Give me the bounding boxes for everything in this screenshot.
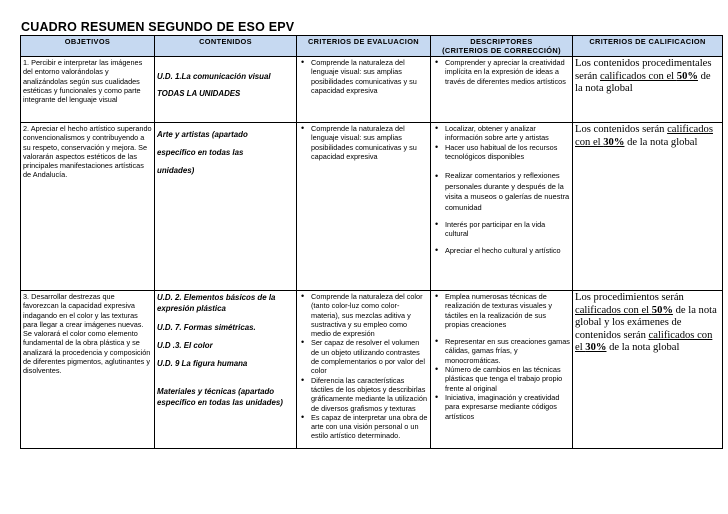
calificacion-percent: 30%: [603, 136, 625, 148]
criterio-item: • Es capaz de interpretar una obra de arte con una visión personal o un estilo artístico determinado.: [299, 413, 428, 441]
calificacion-text: de la nota global: [624, 136, 698, 148]
contenidos-cell: [155, 57, 297, 123]
descriptor-item: • Hacer uso habitual de los recursos tecnológicos disponibles: [433, 143, 570, 162]
calificacion-text: de la nota global y los exámenes de contenidos serán: [575, 304, 717, 341]
table-row: [21, 57, 723, 123]
descriptor-item: • Localizar, obtener y analizar información sobre arte y artistas: [433, 124, 570, 143]
criterio-item: • Ser capaz de resolver el volumen de un objeto utilizando contrastes de complementarios o por valor del color: [299, 338, 428, 375]
objetivo-cell: 2. Apreciar el hecho artístico superando convencionalismos y contribuyendo a su respeto, conservación y mejora. Se valorarán aspectos estéticos de las principales manifestaciones artísticas de Andalucía.: [21, 123, 155, 291]
header-criterios: CRITERIOS DE EVALUACION: [297, 36, 431, 57]
descriptor-item: • Interés por participar en la vida cultural: [433, 220, 570, 239]
criterio-item: • Diferencia las características táctiles de los objetos y describirlas gráficamente mediante la utilización de diversos grafismos y texturas: [299, 376, 428, 413]
criterio-item: • Comprende la naturaleza del lenguaje visual: sus amplias posibilidades comunicativas y su capacidad expresiva: [299, 124, 428, 161]
calificacion-cell: [573, 57, 723, 123]
calificacion-text: de la nota global: [575, 70, 711, 95]
contenidos-cell: [155, 123, 297, 291]
calificacion-percent: 50%: [676, 70, 698, 82]
objetivo-cell: 1. Percibir e interpretar las imágenes del entorno valorándolas y analizándolas según sus cualidades estéticas y funcionales y como parte integrante del lenguaje visual: [21, 57, 155, 123]
contenido-item: U.D. 2. Elementos básicos de la expresión plástica: [157, 293, 276, 313]
criterio-item: • Comprende la naturaleza del lenguaje visual: sus amplias posibilidades comunicativas y su capacidad expresiva: [299, 58, 428, 95]
contenido-item: específico en todas las: [157, 148, 244, 157]
calificacion-percent: 50%: [651, 304, 673, 316]
descriptor-item: • Apreciar el hecho cultural y artístico: [433, 246, 570, 255]
calificacion-percent: 30%: [585, 342, 607, 354]
calificacion-text: Los procedimientos serán: [575, 292, 684, 303]
table-row: [21, 291, 723, 449]
header-contenidos: CONTENIDOS: [155, 36, 297, 57]
contenido-item: U.D. 9 La figura humana: [157, 359, 248, 368]
calificacion-text: Los contenidos serán: [575, 124, 668, 135]
criterios-cell: [297, 291, 431, 449]
contenido-item: unidades): [157, 166, 195, 175]
header-objetivos: OBJETIVOS: [21, 36, 155, 57]
descriptor-item: • Comprender y apreciar la creatividad implícita en la expresión de ideas a través de diferentes medios artísticos: [433, 58, 570, 86]
contenidos-cell: [155, 291, 297, 449]
contenido-item: U.D .3. El color: [157, 341, 213, 350]
contenido-item: U.D. 7. Formas simétricas.: [157, 323, 256, 332]
descriptores-cell: [431, 291, 573, 449]
descriptor-item: • Iniciativa, imaginación y creatividad para expresarse mediante códigos artísticos: [433, 393, 570, 421]
header-descriptores: [431, 36, 573, 57]
calificacion-cell: [573, 123, 723, 291]
calificacion-underlined: calificados con el 30%: [575, 124, 713, 148]
criterios-cell: [297, 123, 431, 291]
criterios-cell: [297, 57, 431, 123]
criterio-item: • Comprende la naturaleza del color (tanto color-luz como color-materia), sus mezclas aditiva y sustractiva y su empleo como medio de expresión: [299, 292, 428, 338]
contenido-item: Materiales y técnicas (apartado específico en todas las unidades): [157, 387, 283, 407]
header-row: [21, 36, 723, 57]
descriptor-item: • Realizar comentarios y reflexiones personales durante y después de la visita a museos o galerías de nuestra comunidad: [433, 171, 570, 213]
summary-table: [20, 35, 723, 449]
header-descriptores-line2: (CRITERIOS DE CORRECCIÓN): [442, 46, 561, 55]
contenido-item: TODAS LA UNIDADES: [157, 89, 241, 98]
descriptor-item: • Número de cambios en las técnicas plásticas que tenga el trabajo propio frente al original: [433, 365, 570, 393]
header-calificacion: CRITERIOS DE CALIFICACION: [573, 36, 723, 57]
calificacion-underlined: calificados con el 50%: [600, 70, 698, 82]
descriptores-cell: [431, 123, 573, 291]
calificacion-text: Los contenidos procedimentales serán: [575, 58, 712, 82]
calificacion-underlined: calificados con el 30%: [575, 329, 713, 354]
objetivo-cell: 3. Desarrollar destrezas que favorezcan la capacidad expresiva indagando en el color y las texturas para llegar a crear imágenes nuevas. Se valorará el color como elemento fundamental de la obra plástica y se analizará la procedencia y composición de diferentes pigmentos, aglutinantes y disolventes.: [21, 291, 155, 449]
header-descriptores-line1: DESCRIPTORES: [470, 37, 533, 46]
calificacion-text: de la nota global: [606, 342, 680, 354]
descriptor-item: • Emplea numerosas técnicas de realización de texturas visuales y táctiles en la realización de sus propias creaciones: [433, 292, 570, 329]
calificacion-underlined: calificados con el 50%: [575, 304, 673, 316]
contenido-item: U.D. 1.La comunicación visual: [157, 72, 271, 81]
descriptor-item: • Representar en sus creaciones gamas cálidas, gamas frías, y monocromáticas.: [433, 337, 570, 365]
descriptores-cell: [431, 57, 573, 123]
page-title: CUADRO RESUMEN SEGUNDO DE ESO EPV: [21, 20, 295, 34]
calificacion-cell: [573, 291, 723, 449]
table-row: [21, 123, 723, 291]
contenido-item: Arte y artistas (apartado: [157, 130, 248, 139]
